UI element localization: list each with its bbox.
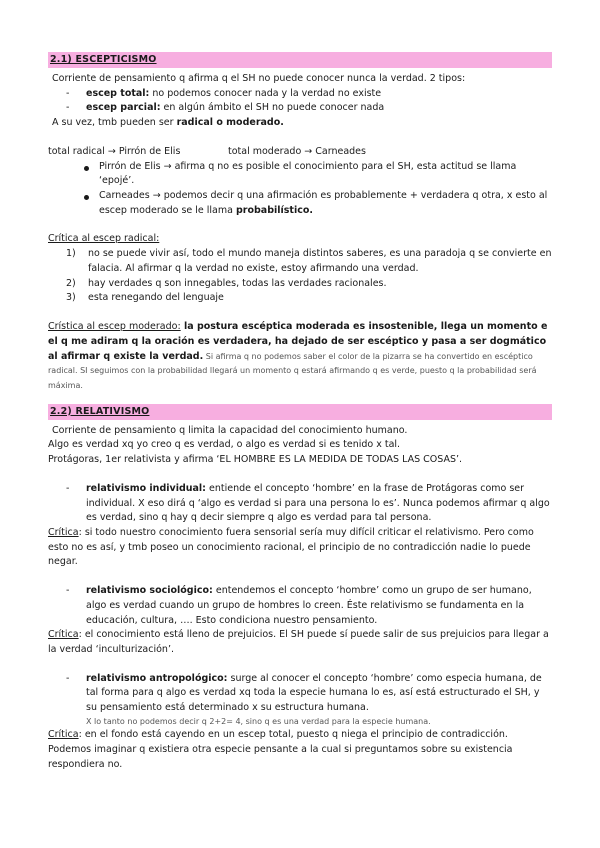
relativismo-intro-2: Algo es verdad xq yo creo q es verdad, o algo es verdad si es tenido x tal.	[48, 439, 401, 451]
list-item: - relativismo individual: entiende el concepto ‘hombre’ en la frase de Protágoras como ser individual. X eso dirá q ‘algo es verdad si para una persona lo es’. Nunca podemos afirmar q algo es verdad, sino q hay q decir siempre q algo es verdad para tal persona.	[66, 482, 552, 526]
list-item: 1) no se puede vivir así, todo el mundo maneja distintos saberes, es una paradoja q se convierte en falacia. Al afirmar q la verdad no existe, estoy afirmando una verdad.	[66, 248, 552, 274]
section-heading-escepticismo: 2.1) ESCEPTICISMO	[48, 52, 552, 68]
critica-radical-list	[48, 247, 552, 306]
list-item: 2) hay verdades q son innegables, todas las verdades racionales.	[66, 277, 387, 289]
section-heading-relativismo: 2.2) RELATIVISMO	[48, 404, 552, 420]
critica-individual: Crítica: si todo nuestro conocimiento fuera sensorial sería muy difícil criticar el relativismo. Pero como esto no es así, y tmb poseo un conocimiento racional, el principio de no contradicción nadie lo puede negar.	[48, 526, 534, 568]
total-moderado-label: total moderado → Carneades	[228, 145, 366, 157]
critica-moderado-paragraph: Crística al escep moderado: la postura escéptica moderada es insostenible, llega un momento e el q me adiram q la oración es verdadera, ha dejado de ser escéptico y pasa a ser dogmático al afirmar q existe la verdad. Si afirma q no podemos saber el color de la pizarra se ha convertido en escéptico radical. SI seguimos con la probabilidad llegará un momento q estará afirmando q es verde, puesto q la probabilidad será máxima.	[48, 321, 548, 390]
total-radical-label: total radical → Pirrón de Elis	[48, 145, 181, 157]
philosophers-list	[48, 160, 552, 219]
list-item: - escep total: no podemos conocer nada y la verdad no existe	[66, 87, 552, 102]
relativismo-individual-item	[48, 482, 552, 526]
escepticismo-types-list	[48, 87, 552, 116]
relativismo-sociologico-item	[48, 584, 552, 628]
list-item: - escep parcial: en algún ámbito el SH no puede conocer nada	[66, 101, 552, 116]
escepticismo-intro: Corriente de pensamiento q afirma q el SH no puede conocer nunca la verdad. 2 tipos:	[52, 73, 466, 84]
relativismo-intro-3: Protágoras, 1er relativista y afirma ‘EL HOMBRE ES LA MEDIDA DE TODAS LAS COSAS’.	[48, 454, 463, 466]
list-item: - relativismo antropológico: surge al conocer el concepto ‘hombre’ como especia humana, de tal forma para q algo es verdad xq toda la especie humana lo es, así está estructurado el SH, y su pensamiento está determinado x su estructura humana.	[66, 672, 552, 716]
list-item: 3) esta renegando del lenguaje	[66, 292, 224, 304]
radical-moderado-line: A su vez, tmb pueden ser radical o moderado.	[52, 117, 284, 129]
radical-moderado-row	[48, 145, 552, 160]
list-item: Carneades → podemos decir q una afirmación es probablemente + verdadera q otra, x esto al escep moderado se le llama probabilístico.	[84, 189, 552, 218]
relativismo-antropologico-item	[48, 672, 552, 716]
critica-radical-title: Crítica al escep radical:	[48, 233, 160, 245]
antropologico-note: X lo tanto no podemos decir q 2+2= 4, sino q es una verdad para la especie humana.	[86, 716, 431, 726]
critica-sociologico: Crítica: el conocimiento está lleno de prejuicios. El SH puede sí puede salir de sus prejuicios para llegar a la verdad ‘inculturización’.	[48, 629, 549, 655]
list-item: Pirrón de Elis → afirma q no es posible el conocimiento para el SH, esta actitud se llama ‘epojé’.	[84, 160, 552, 189]
critica-antropologico: Crítica: en el fondo está cayendo en un escep total, puesto q niega el principio de contradicción. Podemos imaginar q existiera otra especie pensante a la cual si preguntamos sobre su existencia respondiera no.	[48, 729, 513, 770]
list-item: - relativismo sociológico: entendemos el concepto ‘hombre’ como un grupo de ser humano, algo es verdad cuando un grupo de hombres lo creen. Éste relativismo se fundamenta en la educación, cultura, …. Esto condiciona nuestro pensamiento.	[66, 584, 552, 628]
relativismo-intro-1: Corriente de pensamiento q limita la capacidad del conocimiento humano.	[52, 424, 408, 436]
